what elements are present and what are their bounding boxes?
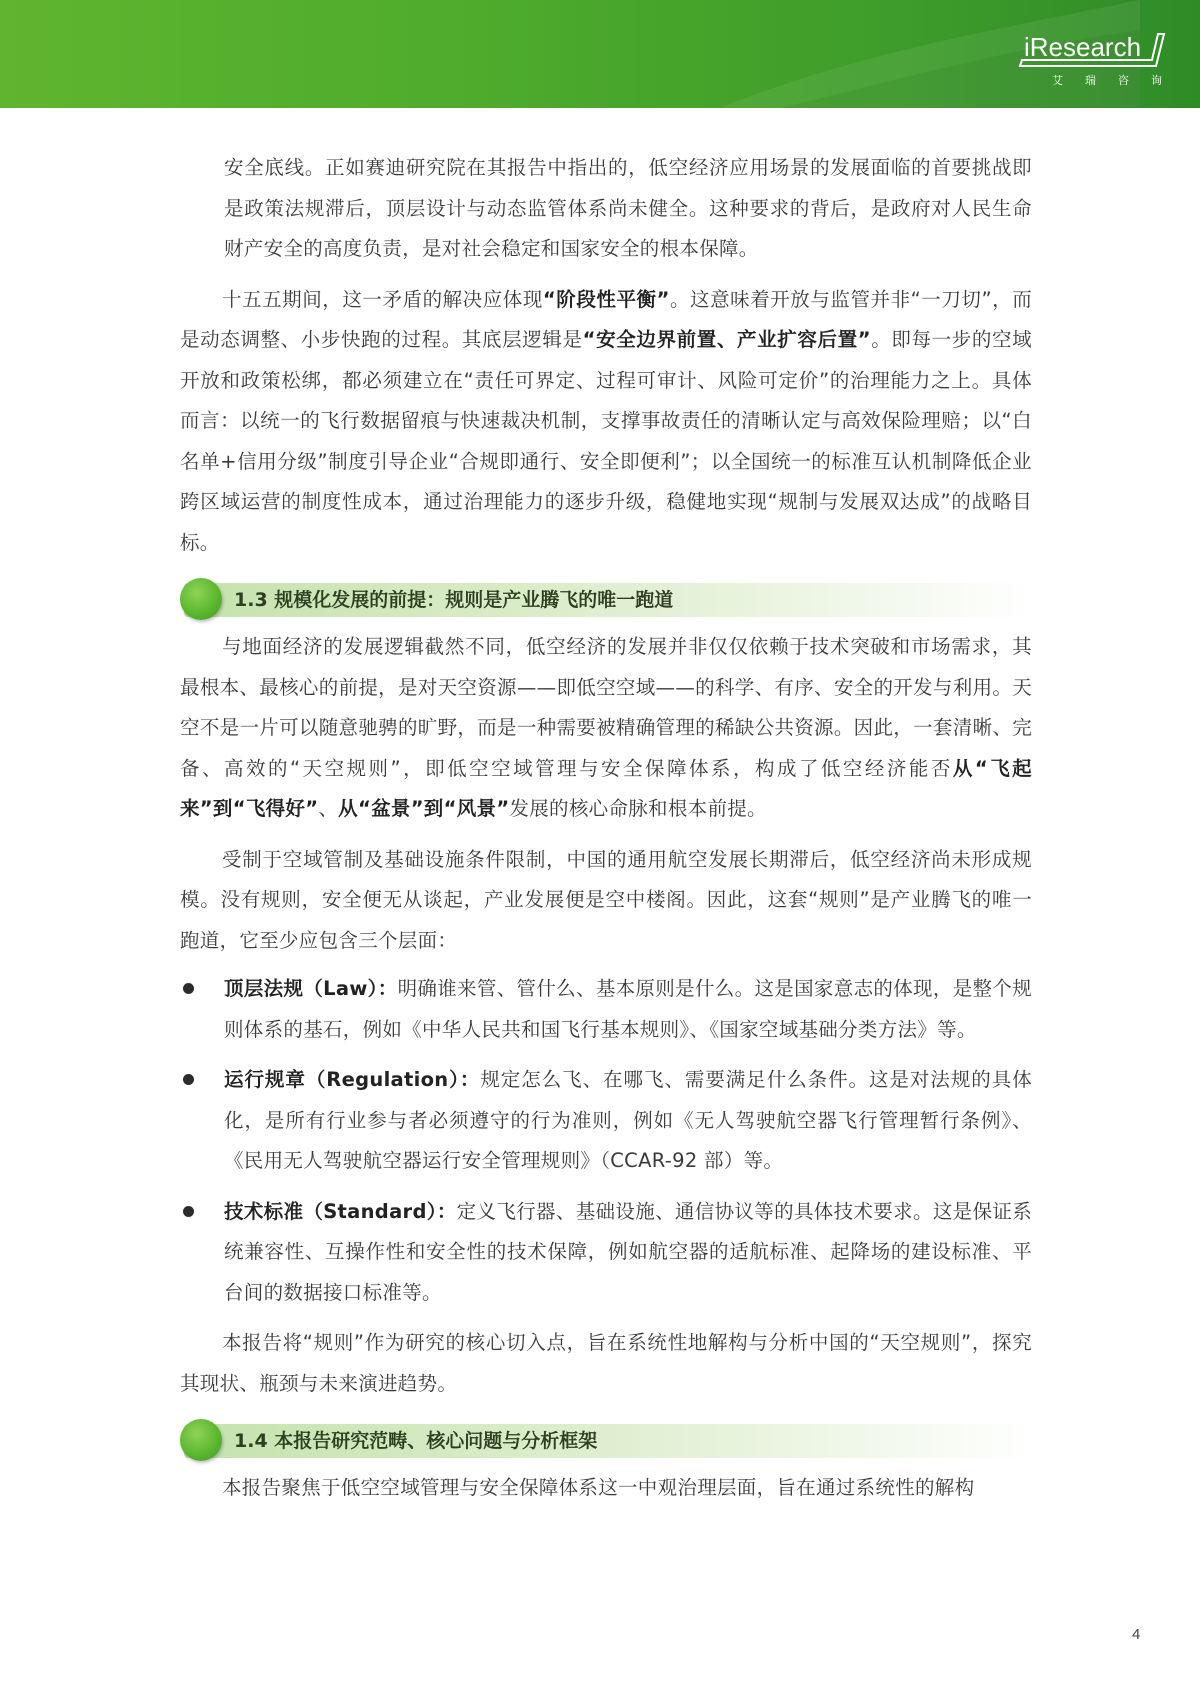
logo-sub-char: 咨 — [1118, 74, 1129, 87]
paragraph-report-focus: 本报告将“规则”作为研究的核心切入点，旨在系统性地解构与分析中国的“天空规则”，探究其现状、瓶颈与未来演进趋势。 — [180, 1331, 1032, 1395]
section-heading-1-3 — [180, 577, 1032, 621]
section-title: 1.3 规模化发展的前提：规则是产业腾飞的唯一跑道 — [234, 589, 674, 611]
page-number: 4 — [1132, 1626, 1141, 1643]
list-item — [180, 1192, 1032, 1314]
paragraph-text: 十五五期间，这一矛盾的解决应体现 — [222, 287, 543, 311]
paragraph-phased-balance — [180, 280, 1032, 564]
paragraph-text: 与地面经济的发展逻辑截然不同，低空经济的发展并非仅仅依赖于技术突破和市场需求，其最根本、最核心的前提，是对天空资源——即低空空域——的科学、有序、安全的开发与利用。天空不是一片可以随意驰骋的旷野，而是一种需要被精确管理的稀缺公共资源。因此，一套清晰、完备、高效的“天空规则”，即低空空域管理与安全保障体系，构成了低空经济能否 — [180, 635, 1032, 780]
page-header — [0, 0, 1200, 108]
list-item-text — [224, 1060, 1032, 1182]
section-bullet-icon — [180, 1419, 222, 1461]
list-item — [180, 969, 1032, 1050]
bullet-dot-icon — [183, 1074, 194, 1085]
page-content — [180, 148, 1032, 1509]
emphasis-text: 从“盆景”到“风景” — [338, 797, 510, 820]
logo-sub-char: 瑞 — [1085, 74, 1096, 87]
emphasis-text: 从“飞起来”到“飞得好” — [180, 756, 1032, 820]
list-item — [180, 1060, 1032, 1182]
rule-layers-list — [180, 969, 1032, 1313]
section-bullet-icon — [180, 578, 222, 620]
list-item-term: 运行规章（Regulation）： — [224, 1068, 481, 1091]
paragraph-text: 发展的核心命脉和根本前提。 — [509, 797, 767, 820]
bullet-dot-icon — [183, 983, 194, 994]
list-item-term: 顶层法规（Law）： — [224, 977, 398, 1000]
logo-sub-char: 艾 — [1052, 74, 1063, 87]
logo-text: iResearch — [1024, 32, 1142, 62]
paragraph-scope: 本报告聚焦于低空空域管理与安全保障体系这一中观治理层面，旨在通过系统性的解构 — [222, 1476, 975, 1499]
paragraph-premise — [180, 627, 1032, 830]
paragraph-continuation: 安全底线。正如赛迪研究院在其报告中指出的，低空经济应用场景的发展面临的首要挑战即是政策法规滞后，顶层设计与动态监管体系尚未健全。这种要求的背后，是政府对人民生命财产安全的高度负责，是对社会稳定和国家安全的根本保障。 — [224, 156, 1032, 260]
list-item-body: 规定怎么飞、在哪飞、需要满足什么条件。这是对法规的具体化，是所有行业参与者必须遵守的行为准则，例如《无人驾驶航空器飞行管理暂行条例》、《民用无人驾驶航空器运行安全管理规则》（CCAR-92 部）等。 — [224, 1068, 1033, 1172]
emphasis-text: “安全边界前置、产业扩容后置” — [582, 328, 871, 351]
paragraph-text: 、 — [318, 797, 339, 820]
paragraph-text: 。这意味着开放与监管并非“一刀切”，而是动态调整、小步快跑的过程。其底层逻辑是 — [180, 287, 1032, 351]
iresearch-logo — [1016, 28, 1166, 90]
logo-subtitle — [1052, 72, 1162, 88]
paragraph-rules-runway: 受制于空域管制及基础设施条件限制，中国的通用航空发展长期滞后，低空经济尚未形成规模。没有规则，安全便无从谈起，产业发展便是空中楼阁。因此，这套“规则”是产业腾飞的唯一跑道，它至少应包含三个层面： — [180, 847, 1032, 952]
list-item-body: 明确谁来管、管什么、基本原则是什么。这是国家意志的体现，是整个规则体系的基石，例如《中华人民共和国飞行基本规则》、《国家空域基础分类方法》等。 — [224, 977, 1032, 1041]
list-item-term: 技术标准（Standard）： — [224, 1199, 457, 1223]
section-title: 1.4 本报告研究范畴、核心问题与分析框架 — [234, 1430, 598, 1452]
list-item-text — [224, 969, 1032, 1050]
list-item-body: 定义飞行器、基础设施、通信协议等的具体技术要求。这是保证系统兼容性、互操作性和安全性的技术保障，例如航空器的适航标准、起降场的建设标准、平台间的数据接口标准等。 — [224, 1199, 1032, 1304]
emphasis-text: “阶段性平衡” — [542, 287, 670, 311]
list-item-text — [224, 1192, 1032, 1314]
paragraph-text: 。即每一步的空域开放和政策松绑，都必须建立在“责任可界定、过程可审计、风险可定价”的治理能力之上。具体而言：以统一的飞行数据留痕与快速裁决机制，支撑事故责任的清晰认定与高效保险理赔；以“白名单+信用分级”制度引导企业“合规即通行、安全即便利”；以全国统一的标准互认机制降低企业跨区域运营的制度性成本，通过治理能力的逐步升级，稳健地实现“规制与发展双达成”的战略目标。 — [180, 328, 1032, 554]
section-heading-1-4 — [180, 1418, 1032, 1462]
bullet-dot-icon — [183, 1206, 194, 1217]
logo-sub-char: 询 — [1151, 74, 1162, 87]
